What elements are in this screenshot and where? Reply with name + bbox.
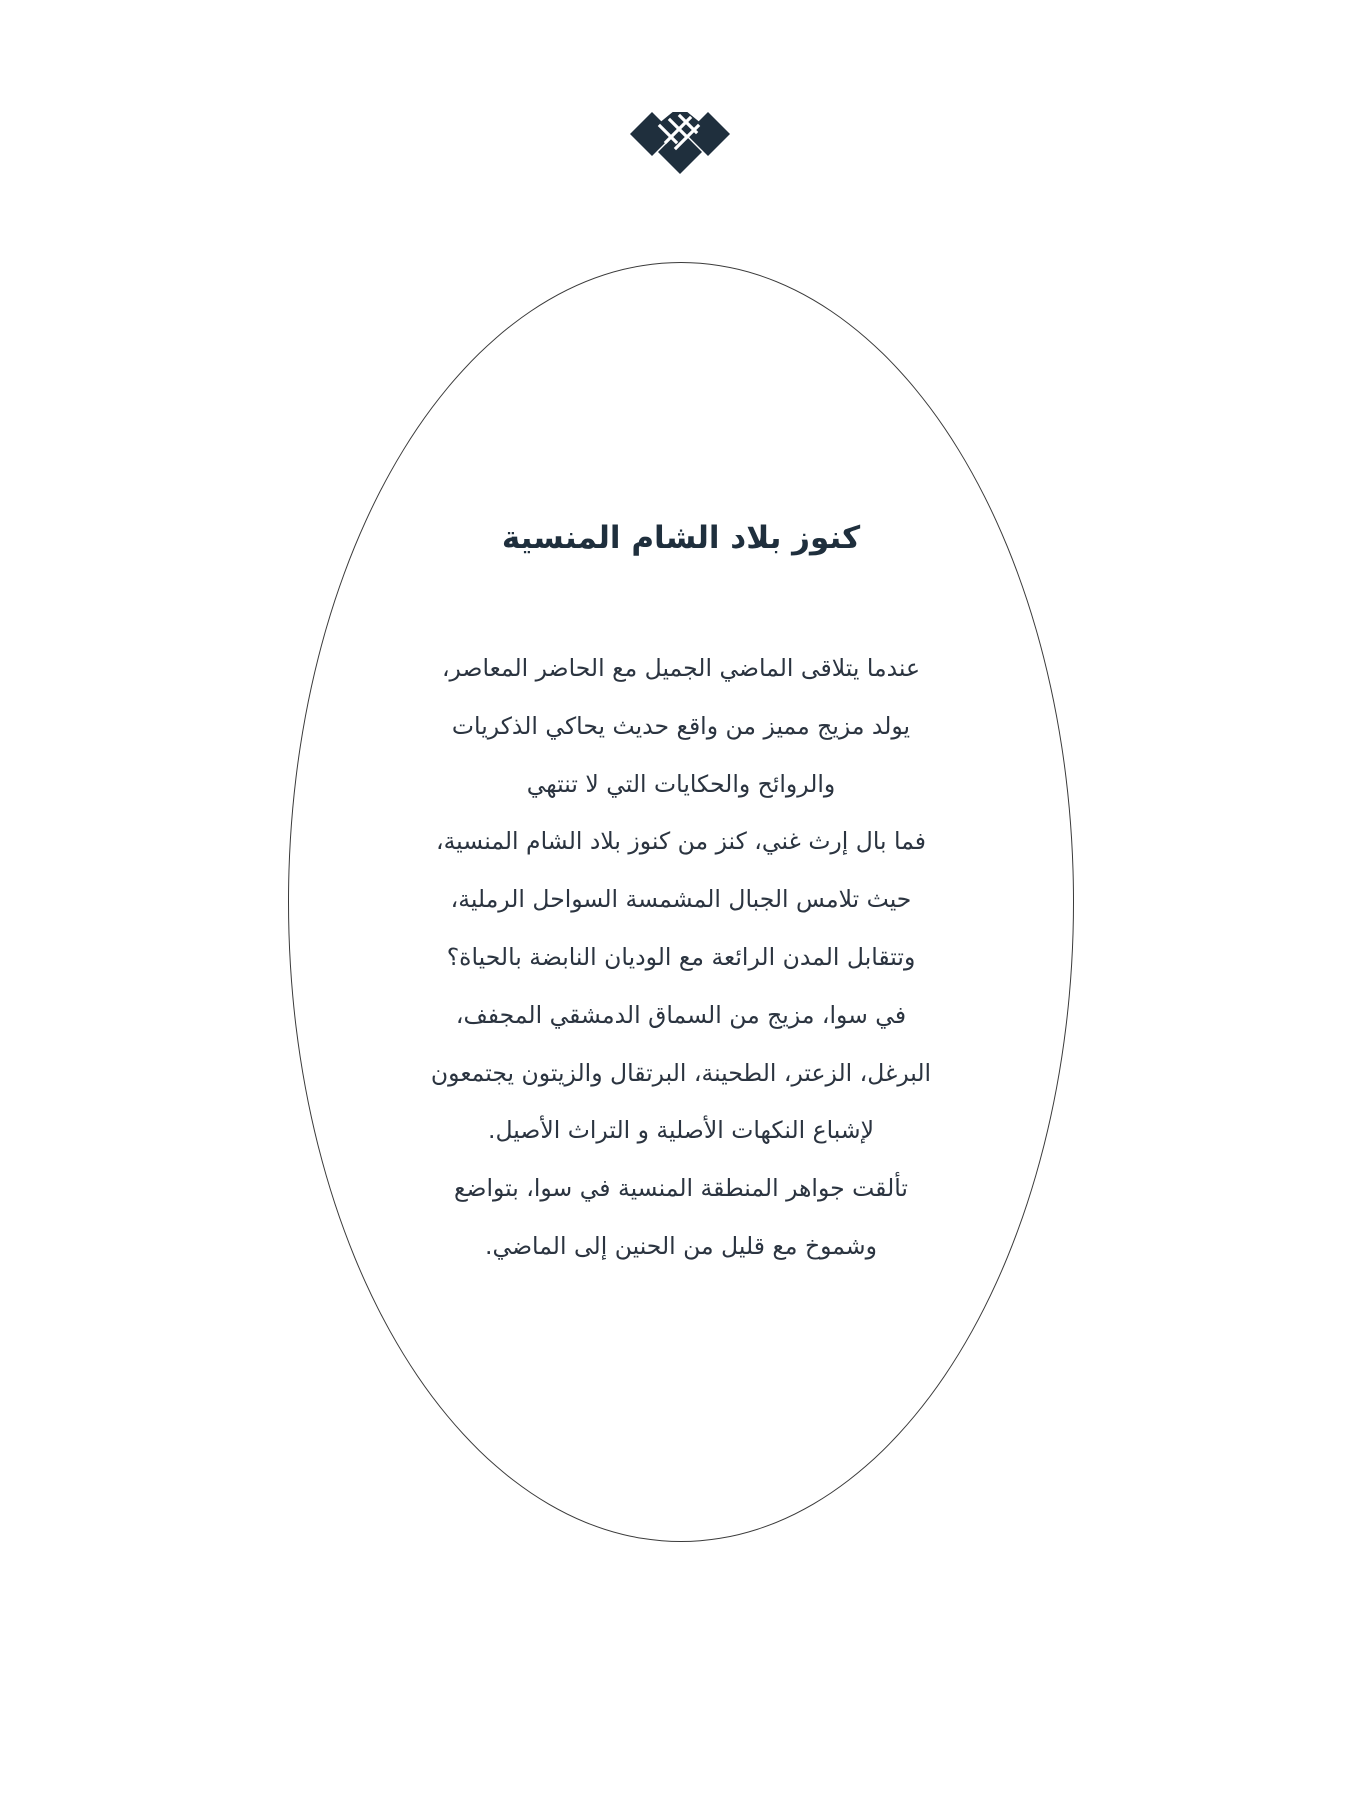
body-line: لإشباع النكهات الأصلية و التراث الأصيل. bbox=[488, 1116, 874, 1145]
body-line: فما بال إرث غني، كنز من كنوز بلاد الشام المنسية، bbox=[435, 827, 927, 856]
body-line: وتتقابل المدن الرائعة مع الوديان النابضة بالحياة؟ bbox=[446, 942, 916, 971]
body-line: البرغل، الزعتر، الطحينة، البرتقال والزيتون يجتمعون bbox=[430, 1058, 932, 1087]
body-paragraph bbox=[340, 640, 1022, 1276]
brand-logo-icon bbox=[630, 112, 730, 178]
body-line: يولد مزيج مميز من واقع حديث يحاكي الذكريات bbox=[451, 711, 911, 740]
body-line: وشموخ مع قليل من الحنين إلى الماضي. bbox=[485, 1231, 877, 1260]
body-line: حيث تلامس الجبال المشمسة السواحل الرملية، bbox=[450, 885, 912, 914]
body-line: والروائح والحكايات التي لا تنتهي bbox=[526, 769, 836, 798]
body-line: تألقت جواهر المنطقة المنسية في سوا، بتواضع bbox=[454, 1174, 908, 1203]
page-title: كنوز بلاد الشام المنسية bbox=[501, 520, 861, 556]
body-line: في سوا، مزيج من السماق الدمشقي المجفف، bbox=[455, 1000, 907, 1029]
body-line: عندما يتلاقى الماضي الجميل مع الحاضر المعاصر، bbox=[441, 654, 921, 682]
